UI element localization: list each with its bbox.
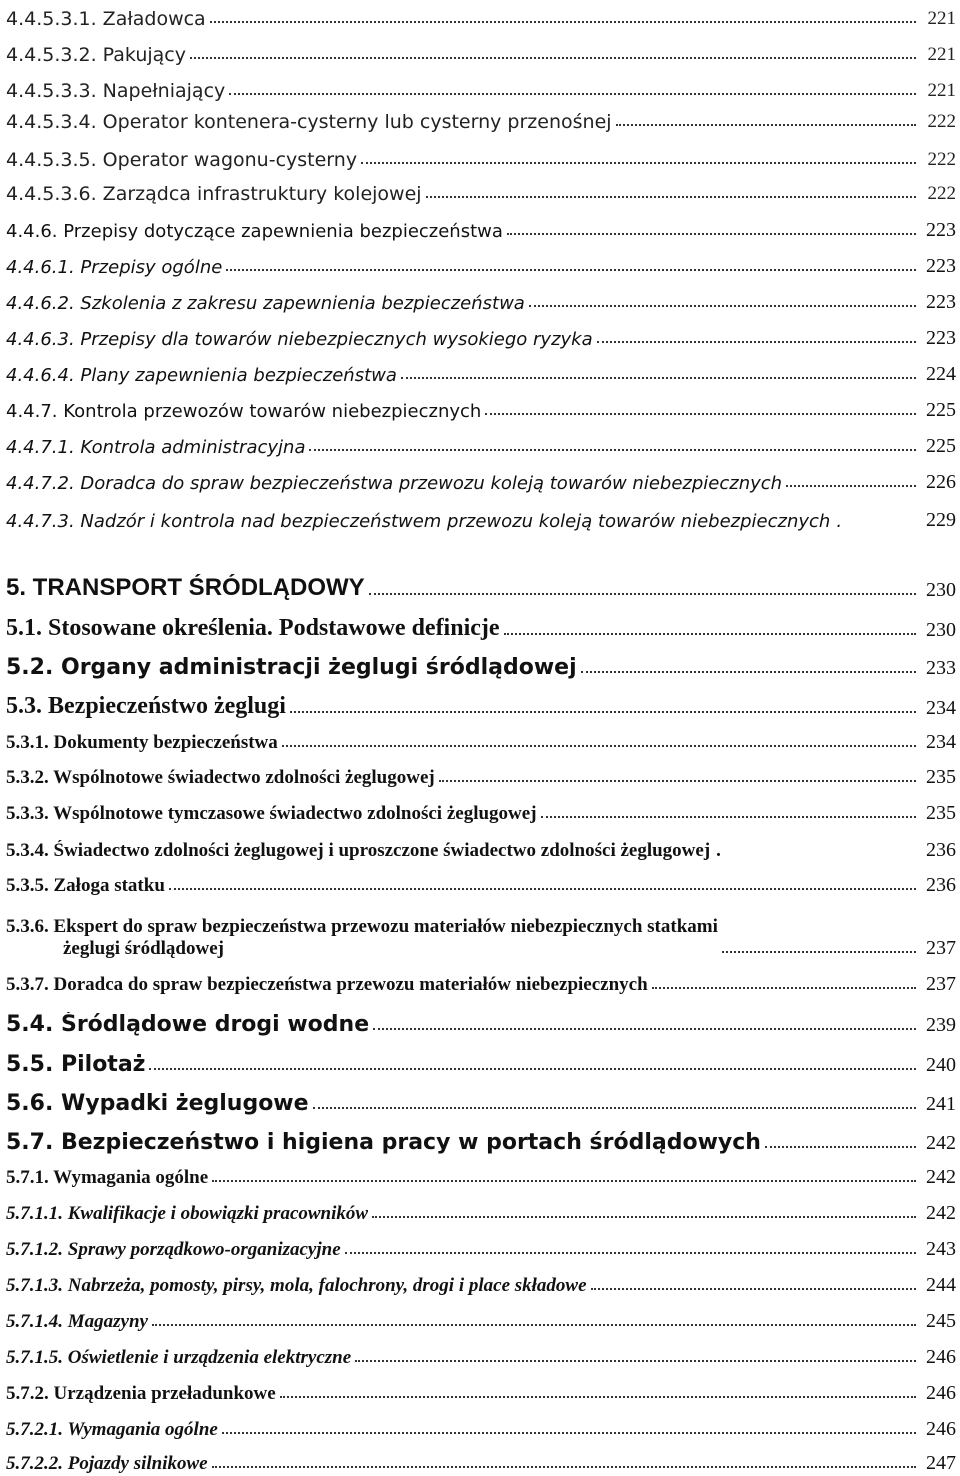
dot-leader bbox=[485, 413, 916, 415]
dot-leader bbox=[212, 1466, 916, 1468]
toc-entry-title: 4.4.5.3.2. Pakujący bbox=[6, 44, 186, 66]
toc-entry-page: 246 bbox=[926, 1418, 956, 1440]
dot-leader bbox=[229, 93, 916, 95]
dot-leader bbox=[369, 593, 916, 595]
toc-entry-title: 5.1. Stosowane określenia. Podstawowe definicje bbox=[6, 615, 500, 641]
dot-leader bbox=[597, 341, 916, 343]
toc-entry bbox=[6, 724, 956, 754]
dot-leader bbox=[282, 745, 916, 747]
toc-entry bbox=[6, 502, 956, 532]
toc-entry-title: 5.7.1.4. Magazyny bbox=[6, 1311, 148, 1332]
toc-entry bbox=[6, 1339, 956, 1369]
toc-entry-page: 221 bbox=[927, 8, 956, 29]
toc-entry-page: 221 bbox=[927, 80, 956, 101]
toc-entry-title: 5.7.1. Wymagania ogólne bbox=[6, 1167, 209, 1188]
toc-entry-title: 4.4.5.3.4. Operator kontenera-cysterny lub cysterny przenośnej bbox=[6, 111, 612, 133]
toc-entry-title-line2: żeglugi śródlądowej bbox=[63, 938, 224, 959]
toc-entry bbox=[6, 392, 956, 422]
toc-entry-title: 5.3. Bezpieczeństwo żeglugi bbox=[6, 693, 286, 719]
toc-entry-page: 230 bbox=[926, 579, 956, 601]
dot-leader bbox=[149, 1068, 916, 1070]
toc-entry bbox=[6, 759, 956, 789]
toc-entry-title: 5. TRANSPORT ŚRÓDLĄDOWY bbox=[6, 574, 365, 601]
toc-entry-page: 229 bbox=[926, 509, 956, 531]
toc-entry-title: 5.4. Śródlądowe drogi wodne bbox=[6, 1012, 370, 1037]
toc-entry-page: 246 bbox=[926, 1382, 956, 1404]
toc-entry-title: 4.4.7.1. Kontrola administracyjna bbox=[6, 437, 306, 458]
dot-leader bbox=[652, 987, 916, 989]
toc-entry-title: 5.3.4. Świadectwo zdolności żeglugowej i uproszczone świadectwo zdolności żeglugowej . bbox=[6, 840, 721, 862]
toc-entry-title: 4.4.7.3. Nadzór i kontrola nad bezpieczeństwem przewozu koleją towarów niebezpiecznych . bbox=[6, 511, 842, 532]
toc-entry-title: 5.7.1.5. Oświetlenie i urządzenia elektryczne bbox=[6, 1347, 352, 1368]
toc-entry-page: 242 bbox=[926, 1132, 956, 1154]
toc-entry-page: 246 bbox=[926, 1346, 956, 1368]
dot-leader bbox=[222, 1432, 916, 1434]
toc-entry-page: 222 bbox=[927, 111, 956, 132]
dot-leader bbox=[426, 196, 916, 198]
toc-entry-page: 242 bbox=[926, 1202, 956, 1224]
dot-leader bbox=[591, 1288, 916, 1290]
dot-leader bbox=[355, 1360, 916, 1362]
toc-entry bbox=[6, 966, 956, 996]
toc-entry-page: 233 bbox=[926, 657, 956, 679]
dot-leader bbox=[190, 57, 916, 59]
toc-entry-page: 242 bbox=[926, 1166, 956, 1188]
toc-entry-title: 4.4.5.3.6. Zarządca infrastruktury kolejowej bbox=[6, 183, 422, 205]
toc-entry-title: 5.3.7. Doradca do spraw bezpieczeństwa przewozu materiałów niebezpiecznych bbox=[6, 974, 648, 995]
toc-entry bbox=[6, 1003, 956, 1037]
toc-entry bbox=[6, 867, 956, 897]
toc-entry bbox=[6, 1121, 956, 1155]
toc-entry bbox=[6, 1411, 956, 1441]
toc-entry bbox=[6, 832, 956, 862]
toc-entry bbox=[6, 320, 956, 350]
dot-leader bbox=[152, 1324, 916, 1326]
toc-entry-page: 235 bbox=[926, 766, 956, 788]
toc-entry-page: 234 bbox=[926, 697, 956, 719]
toc-entry bbox=[6, 608, 956, 642]
dot-leader bbox=[372, 1216, 916, 1218]
dot-leader bbox=[280, 1396, 916, 1398]
dot-leader bbox=[373, 1028, 916, 1030]
toc-entry-title: 5.7.2. Urządzenia przeładunkowe bbox=[6, 1383, 276, 1404]
toc-entry-page: 230 bbox=[926, 619, 956, 641]
toc-entry bbox=[6, 1445, 956, 1475]
toc-entry-page: 237 bbox=[926, 973, 956, 995]
toc-entry-title: 5.3.2. Wspólnotowe świadectwo zdolności żeglugowej bbox=[6, 767, 435, 788]
dot-leader bbox=[210, 21, 916, 23]
toc-entry bbox=[6, 686, 956, 720]
toc-entry-page: 243 bbox=[926, 1238, 956, 1260]
toc-entry-page: 240 bbox=[926, 1054, 956, 1076]
toc-entry-title: 4.4.7. Kontrola przewozów towarów niebezpiecznych bbox=[6, 401, 482, 422]
toc-entry-title bbox=[6, 916, 718, 960]
toc-entry bbox=[6, 464, 956, 494]
toc-entry-page: 235 bbox=[926, 802, 956, 824]
dot-leader bbox=[345, 1252, 916, 1254]
toc-entry bbox=[6, 212, 956, 242]
dot-leader bbox=[361, 162, 916, 164]
toc-entry bbox=[6, 248, 956, 278]
toc-entry-title: 4.4.6.2. Szkolenia z zakresu zapewnienia bezpieczeństwa bbox=[6, 293, 525, 314]
dot-leader bbox=[313, 1107, 916, 1109]
dot-leader bbox=[507, 233, 916, 235]
toc-entry-title: 5.7.1.2. Sprawy porządkowo-organizacyjne bbox=[6, 1239, 341, 1260]
toc-entry bbox=[6, 36, 956, 66]
toc-entry-title: 5.7. Bezpieczeństwo i higiena pracy w portach śródlądowych bbox=[6, 1130, 761, 1155]
dot-leader bbox=[212, 1180, 916, 1182]
toc-entry-title: 5.7.1.1. Kwalifikacje i obowiązki pracowników bbox=[6, 1203, 369, 1224]
dot-leader bbox=[439, 780, 916, 782]
dot-leader bbox=[722, 951, 916, 953]
toc-entry-page: 241 bbox=[926, 1093, 956, 1115]
dot-leader bbox=[401, 377, 916, 379]
toc-entry bbox=[6, 1159, 956, 1189]
toc-entry-page: 223 bbox=[926, 219, 956, 241]
toc-chapter-heading bbox=[6, 568, 956, 602]
dot-leader bbox=[765, 1146, 916, 1148]
toc-entry-page: 223 bbox=[926, 255, 956, 277]
toc-entry bbox=[6, 1303, 956, 1333]
toc-entry-page: 223 bbox=[926, 291, 956, 313]
toc-entry bbox=[6, 1375, 956, 1405]
toc-entry-title: 4.4.6.4. Plany zapewnienia bezpieczeństwa bbox=[6, 365, 397, 386]
toc-entry bbox=[6, 898, 956, 960]
toc-entry-title: 5.6. Wypadki żeglugowe bbox=[6, 1091, 309, 1116]
toc-entry-title: 5.7.1.3. Nabrzeża, pomosty, pirsy, mola, falochrony, drogi i place składowe bbox=[6, 1275, 587, 1296]
toc-entry-page: 237 bbox=[926, 937, 956, 959]
dot-leader bbox=[504, 633, 916, 635]
toc-entry-title: 4.4.6. Przepisy dotyczące zapewnienia bezpieczeństwa bbox=[6, 221, 503, 242]
toc-entry-title: 5.5. Pilotaż bbox=[6, 1052, 146, 1077]
toc-entry bbox=[6, 141, 956, 171]
toc-entry bbox=[6, 103, 956, 133]
dot-leader bbox=[786, 485, 916, 487]
dot-leader bbox=[529, 305, 916, 307]
toc-entry bbox=[6, 1267, 956, 1297]
toc-entry-page: 224 bbox=[926, 363, 956, 385]
toc-entry bbox=[6, 1231, 956, 1261]
dot-leader bbox=[226, 269, 916, 271]
toc-entry-page: 222 bbox=[927, 149, 956, 170]
toc-entry bbox=[6, 795, 956, 825]
toc-entry bbox=[6, 1082, 956, 1116]
dot-leader bbox=[541, 816, 916, 818]
toc-entry-title: 5.2. Organy administracji żeglugi śródlądowej bbox=[6, 655, 577, 680]
toc-entry-title: 4.4.6.3. Przepisy dla towarów niebezpiecznych wysokiego ryzyka bbox=[6, 329, 593, 350]
toc-entry-title: 4.4.6.1. Przepisy ogólne bbox=[6, 257, 223, 278]
toc-entry-page: 225 bbox=[926, 399, 956, 421]
toc-entry-page: 234 bbox=[926, 731, 956, 753]
toc-entry-page: 236 bbox=[926, 839, 956, 861]
toc-entry-page: 245 bbox=[926, 1310, 956, 1332]
toc-entry-title: 5.3.5. Załoga statku bbox=[6, 875, 165, 896]
toc-entry bbox=[6, 284, 956, 314]
toc-entry-title: 4.4.5.3.5. Operator wagonu-cysterny bbox=[6, 149, 358, 171]
toc-entry bbox=[6, 175, 956, 205]
toc-entry bbox=[6, 72, 956, 102]
dot-leader bbox=[581, 671, 916, 673]
toc-entry-page: 223 bbox=[926, 327, 956, 349]
toc-entry-title: 4.4.5.3.1. Załadowca bbox=[6, 8, 206, 30]
toc-entry-title: 5.7.2.1. Wymagania ogólne bbox=[6, 1419, 218, 1440]
toc-entry-title-line1: 5.3.6. Ekspert do spraw bezpieczeństwa przewozu materiałów niebezpiecznych statkami bbox=[6, 916, 718, 937]
toc-entry-page: 247 bbox=[926, 1452, 956, 1474]
toc-entry-page: 221 bbox=[927, 44, 956, 65]
dot-leader bbox=[169, 888, 916, 890]
toc-entry bbox=[6, 646, 956, 680]
toc-entry-title: 5.3.3. Wspólnotowe tymczasowe świadectwo zdolności żeglugowej bbox=[6, 803, 537, 824]
toc-entry bbox=[6, 356, 956, 386]
toc-entry-page: 222 bbox=[927, 183, 956, 204]
toc-entry bbox=[6, 1043, 956, 1077]
dot-leader bbox=[616, 124, 916, 126]
dot-leader bbox=[309, 449, 916, 451]
toc-entry-title: 4.4.5.3.3. Napełniający bbox=[6, 80, 226, 102]
toc-entry-page: 239 bbox=[926, 1014, 956, 1036]
toc-entry bbox=[6, 1195, 956, 1225]
toc-entry bbox=[6, 0, 956, 30]
toc-entry-page: 244 bbox=[926, 1274, 956, 1296]
toc-entry-title: 5.7.2.2. Pojazdy silnikowe bbox=[6, 1453, 208, 1474]
toc-entry-page: 226 bbox=[926, 471, 956, 493]
toc-entry bbox=[6, 428, 956, 458]
dot-leader bbox=[290, 711, 916, 713]
toc-entry-title: 5.3.1. Dokumenty bezpieczeństwa bbox=[6, 732, 278, 753]
toc-entry-page: 236 bbox=[926, 874, 956, 896]
toc-entry-page: 225 bbox=[926, 435, 956, 457]
toc-entry-title: 4.4.7.2. Doradca do spraw bezpieczeństwa przewozu koleją towarów niebezpiecznych bbox=[6, 473, 783, 494]
